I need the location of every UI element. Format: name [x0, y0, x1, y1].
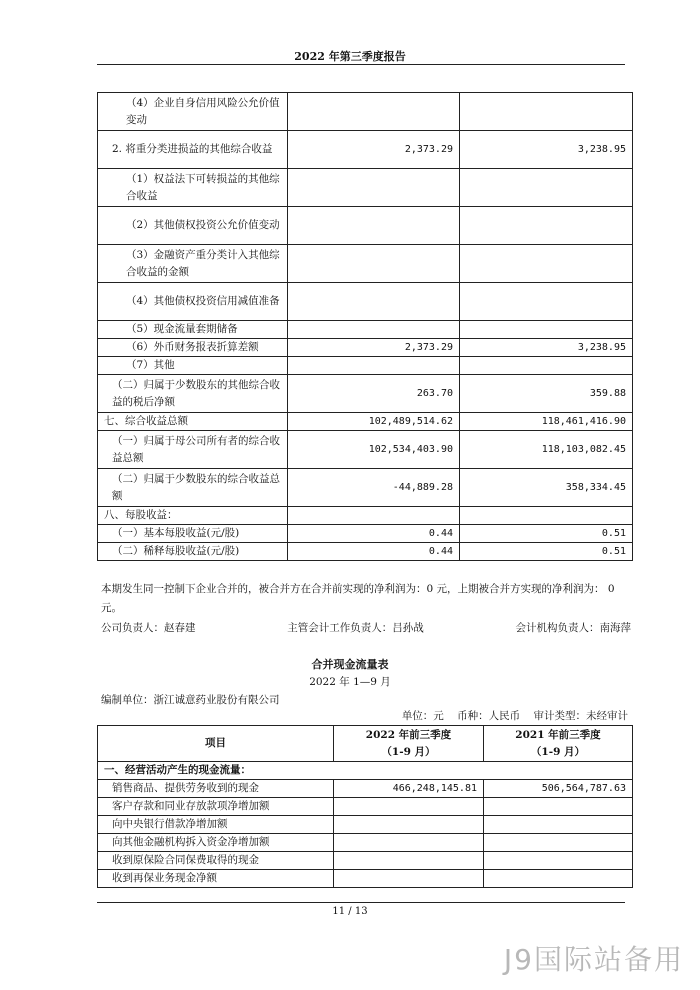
prior-value: 506,564,787.63: [484, 780, 633, 798]
unit-label: 单位：元: [401, 710, 444, 722]
prior-value: 0.51: [460, 543, 633, 561]
table-row: [98, 283, 633, 321]
current-value: 102,489,514.62: [288, 413, 460, 431]
cashflow-table: [97, 725, 633, 888]
unit-info: [392, 708, 628, 723]
header-divider: [97, 64, 625, 65]
prior-value: [484, 798, 633, 816]
merge-note: 本期发生同一控制下企业合并的，被合并方在合并前实现的净利润为：0 元，上期被合并方实现的净利润为： 0 元。: [101, 583, 615, 614]
table-row: [98, 413, 633, 431]
row-label: （二）稀释每股收益(元/股): [98, 543, 288, 561]
header-line: （1-9 月）: [530, 745, 586, 758]
prior-value: [460, 169, 633, 207]
column-header-prior: [484, 726, 633, 762]
row-label: （1）权益法下可转损益的其他综合收益: [98, 169, 288, 207]
table-row: [98, 131, 633, 169]
current-value: [288, 169, 460, 207]
row-label: （4）企业自身信用风险公允价值变动: [98, 93, 288, 131]
section-label: 一、经营活动产生的现金流量：: [98, 762, 633, 780]
table-row: [98, 525, 633, 543]
header-line: 2021 年前三季度: [515, 728, 601, 741]
row-label: （3）金融资产重分类计入其他综合收益的金额: [98, 245, 288, 283]
prior-value: 358,334.45: [460, 469, 633, 507]
current-value: [334, 852, 484, 870]
prior-value: [460, 207, 633, 245]
row-label: （6）外币财务报表折算差额: [98, 339, 288, 357]
current-value: -44,889.28: [288, 469, 460, 507]
table-row: [98, 816, 633, 834]
table-row: [98, 469, 633, 507]
row-label: 销售商品、提供劳务收到的现金: [98, 780, 334, 798]
row-label: 八、每股收益：: [98, 507, 288, 525]
accounting-org-head: 会计机构负责人：南海萍: [515, 622, 631, 634]
row-label: （4）其他债权投资信用减值准备: [98, 283, 288, 321]
table-row: [98, 852, 633, 870]
watermark-text: J9国际站备用: [503, 943, 684, 976]
current-value: [288, 93, 460, 131]
prior-value: [484, 816, 633, 834]
row-label: （2）其他债权投资公允价值变动: [98, 207, 288, 245]
header-line: 2022 年前三季度: [365, 728, 452, 741]
row-label: 收到再保业务现金净额: [98, 870, 334, 888]
prior-value: [460, 283, 633, 321]
current-value: [288, 283, 460, 321]
current-value: [288, 357, 460, 375]
current-value: 263.70: [288, 375, 460, 413]
table-row: [98, 321, 633, 339]
current-value: [288, 507, 460, 525]
row-label: （一）基本每股收益(元/股): [98, 525, 288, 543]
header-line: （1-9 月）: [381, 745, 436, 758]
currency-label: 币种：人民币: [457, 710, 521, 722]
row-label: （一）归属于母公司所有者的综合收益总额: [98, 431, 288, 469]
audit-type-label: 审计类型：未经审计: [533, 710, 628, 722]
table-row: [98, 870, 633, 888]
cashflow-title: 合并现金流量表: [311, 658, 389, 671]
prior-value: 359.88: [460, 375, 633, 413]
signature-row: [101, 620, 631, 635]
current-value: 2,373.29: [288, 339, 460, 357]
income-statement-table: [97, 92, 633, 561]
table-row: [98, 207, 633, 245]
prior-value: [484, 852, 633, 870]
row-label: 收到原保险合同保费取得的现金: [98, 852, 334, 870]
current-value: 0.44: [288, 525, 460, 543]
current-value: [334, 816, 484, 834]
column-header-item: 项目: [98, 726, 334, 762]
compiling-unit: 编制单位：浙江诚意药业股份有限公司: [101, 694, 280, 706]
table-header-row: [98, 726, 633, 762]
prior-value: [460, 321, 633, 339]
row-label: （二）归属于少数股东的综合收益总额: [98, 469, 288, 507]
cashflow-period: 2022 年 1—9 月: [309, 676, 391, 688]
row-label: 向中央银行借款净增加额: [98, 816, 334, 834]
current-value: [334, 870, 484, 888]
table-row: [98, 169, 633, 207]
row-label: （二）归属于少数股东的其他综合收益的税后净额: [98, 375, 288, 413]
column-header-current: [334, 726, 484, 762]
report-header-title: 2022 年第三季度报告: [294, 50, 406, 63]
table-row: [98, 245, 633, 283]
prior-value: [484, 870, 633, 888]
table-row: [98, 357, 633, 375]
current-value: [334, 834, 484, 852]
table-row: [98, 93, 633, 131]
current-value: [288, 321, 460, 339]
prior-value: [484, 834, 633, 852]
table-row: [98, 834, 633, 852]
prior-value: [460, 245, 633, 283]
current-value: 102,534,403.90: [288, 431, 460, 469]
table-row: [98, 507, 633, 525]
current-value: 0.44: [288, 543, 460, 561]
page-number: 11 / 13: [332, 906, 368, 917]
footer-divider: [97, 902, 625, 903]
prior-value: 3,238.95: [460, 131, 633, 169]
prior-value: [460, 507, 633, 525]
current-value: [334, 798, 484, 816]
current-value: [288, 245, 460, 283]
prior-value: [460, 357, 633, 375]
current-value: [288, 207, 460, 245]
row-label: 七、综合收益总额: [98, 413, 288, 431]
prior-value: 118,461,416.90: [460, 413, 633, 431]
table-row: [98, 780, 633, 798]
table-row: [98, 431, 633, 469]
row-label: 2. 将重分类进损益的其他综合收益: [98, 131, 288, 169]
table-row: [98, 543, 633, 561]
accounting-head: 主管会计工作负责人：吕孙战: [287, 622, 424, 634]
row-label: 客户存款和同业存放款项净增加额: [98, 798, 334, 816]
row-label: （5）现金流量套期储备: [98, 321, 288, 339]
table-row: [98, 798, 633, 816]
prior-value: 118,103,082.45: [460, 431, 633, 469]
table-row: [98, 339, 633, 357]
current-value: 466,248,145.81: [334, 780, 484, 798]
prior-value: 3,238.95: [460, 339, 633, 357]
row-label: （7）其他: [98, 357, 288, 375]
table-row: [98, 375, 633, 413]
row-label: 向其他金融机构拆入资金净增加额: [98, 834, 334, 852]
prior-value: [460, 93, 633, 131]
prior-value: 0.51: [460, 525, 633, 543]
table-row: [98, 762, 633, 780]
current-value: 2,373.29: [288, 131, 460, 169]
legal-representative: 公司负责人：赵春建: [101, 622, 196, 634]
